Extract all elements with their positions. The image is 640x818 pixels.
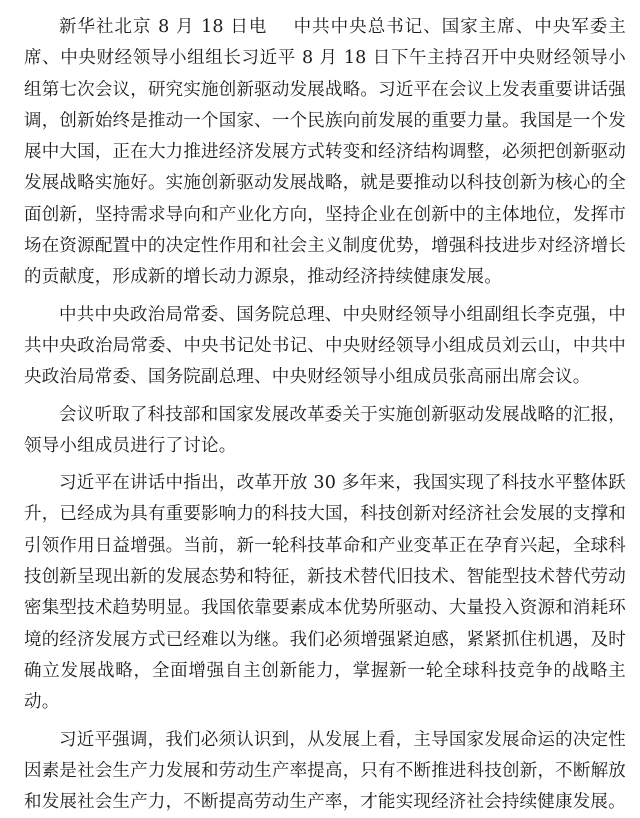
article-paragraph-2: 中共中央政治局常委、国务院总理、中央财经领导小组副组长李克强，中共中央政治局常委、中央书记处书记、中央财经领导小组成员刘云山，中共中央政治局常委、国务院副总理、中央财经领导小组成员张高丽出席会议。 <box>24 304 626 388</box>
article-paragraph-3: 会议听取了科技部和国家发展改革委关于实施创新驱动发展战略的汇报，领导小组成员进行了讨论。 <box>24 404 626 456</box>
paragraph-text: 中共中央总书记、国家主席、中央军委主席、中央财经领导小组组长习近平 8 月 18 日下午主持召开中央财经领导小组第七次会议，研究实施创新驱动发展战略。习近平在会议上发表重要讲话强调，创新始终是推动一个国家、一个民族向前发展的重要力量。我国是一个发展中大国，正在大力推进经济发展方式转变和经济结构调整，必须把创新驱动发展战略实施好。实施创新驱动发展战略，就是要推动以科技创新为核心的全面创新，坚持需求导向和产业化方向，坚持企业在创新中的主体地位，发挥市场在资源配置中的决定性作用和社会主义制度优势，增强科技进步对经济增长的贡献度，形成新的增长动力源泉，推动经济持续健康发展。 <box>24 17 626 288</box>
article-paragraph-5: 习近平强调，我们必须认识到，从发展上看，主导国家发展命运的决定性因素是社会生产力发展和劳动生产率提高，只有不断推进科技创新，不断解放和发展社会生产力，不断提高劳动生产率，才能实现经济社会持续健康发展。 <box>24 729 626 813</box>
article-paragraph-1 <box>24 12 626 294</box>
dateline: 新华社北京 8 月 18 日电 <box>59 17 268 37</box>
article-paragraph-4: 习近平在讲话中指出，改革开放 30 多年来，我国实现了科技水平整体跃升，已经成为具有重要影响力的科技大国，科技创新对经济社会发展的支撑和引领作用日益增强。当前，新一轮科技革命和产业变革正在孕育兴起，全球科技创新呈现出新的发展态势和特征，新技术替代旧技术、智能型技术替代劳动密集型技术趋势明显。我国依靠要素成本优势所驱动、大量投入资源和消耗环境的经济发展方式已经难以为继。我们必须增强紧迫感，紧紧抓住机遇，及时确立发展战略，全面增强自主创新能力，掌握新一轮全球科技竞争的战略主动。 <box>24 473 626 713</box>
